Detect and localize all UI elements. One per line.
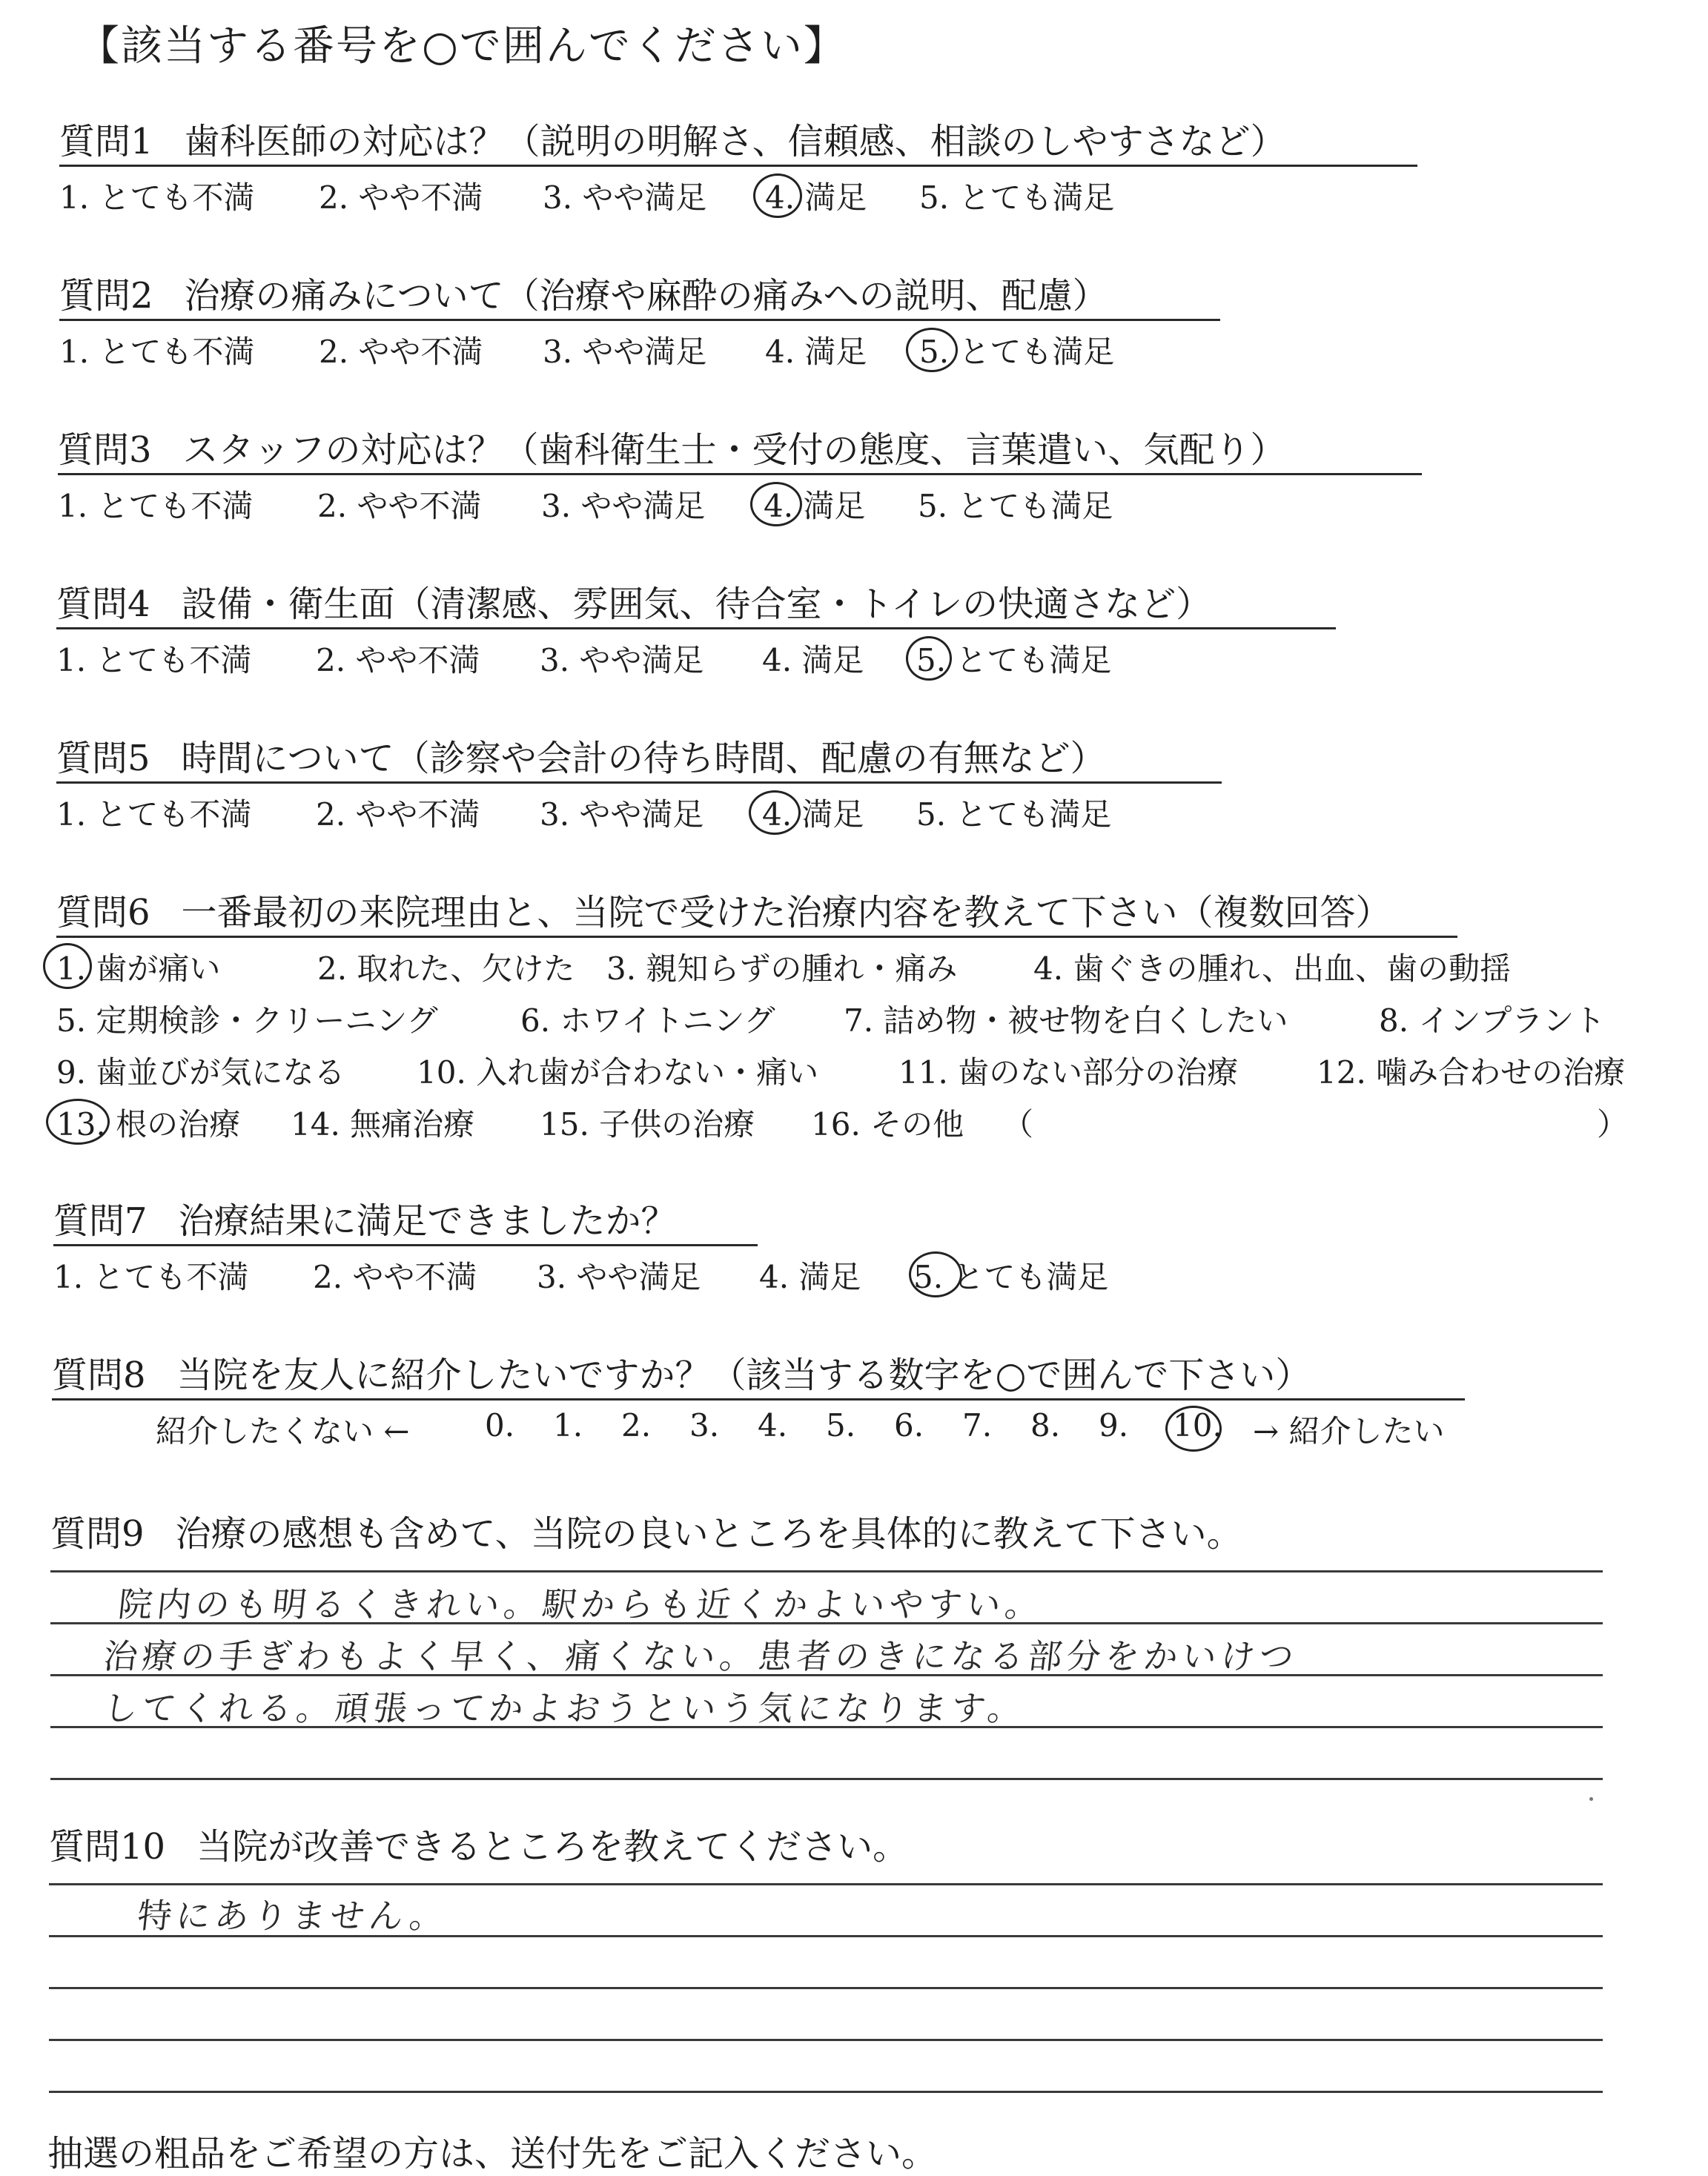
q7-option-5[interactable]: 5. とても満足 <box>913 1259 1109 1295</box>
q4-label: 質問4 <box>56 583 150 625</box>
q6-selection-circle-1 <box>43 943 92 989</box>
q7-option-3[interactable]: 3. やや満足 <box>537 1259 701 1295</box>
q2-selection-circle <box>906 328 958 372</box>
q5-option-5[interactable]: 5. とても満足 <box>916 796 1112 833</box>
q10-line-5 <box>49 2091 1603 2093</box>
q8-right-label: → 紹介したい <box>1253 1413 1445 1449</box>
q8-value-10[interactable]: 10. <box>1173 1407 1222 1443</box>
q4-option-1[interactable]: 1. とても不満 <box>56 642 252 678</box>
q6-option-6[interactable]: 6. ホワイトニング <box>520 1002 775 1039</box>
q6-option-13[interactable]: 13. 根の治療 <box>56 1106 241 1142</box>
q8-underline <box>52 1398 1465 1400</box>
q8-text: 当院を友人に紹介したいですか？（該当する数字を○で囲んで下さい） <box>176 1355 1311 1396</box>
q9-text: 治療の感想も含めて、当院の良いところを具体的に教えて下さい。 <box>175 1513 1242 1555</box>
q2-option-4[interactable]: 4. 満足 <box>765 334 867 370</box>
q3-label: 質問3 <box>58 429 152 471</box>
q9-title <box>50 1505 1242 1556</box>
q10-title <box>49 1818 908 1869</box>
q8-value-0[interactable]: 0. <box>485 1407 515 1443</box>
q6-option-7[interactable]: 7. 詰め物・被せ物を白くしたい <box>844 1002 1288 1039</box>
q6-text: 一番最初の来院理由と、当院で受けた治療内容を教えて下さい（複数回答） <box>181 892 1391 933</box>
q5-text: 時間について（診察や会計の待ち時間、配慮の有無など） <box>181 738 1106 779</box>
q5-selection-circle <box>749 790 801 835</box>
q7-text: 治療結果に満足できましたか？ <box>178 1200 677 1242</box>
q10-line-4 <box>49 2039 1603 2041</box>
q5-option-4[interactable]: 4. 満足 <box>762 796 864 833</box>
q3-option-3[interactable]: 3. やや満足 <box>541 488 706 524</box>
q6-option-1[interactable]: 1. 歯が痛い <box>56 950 221 987</box>
q5-option-2[interactable]: 2. やや不満 <box>316 796 480 833</box>
q8-selection-circle <box>1165 1406 1222 1452</box>
q8-value-4[interactable]: 4. <box>758 1407 788 1443</box>
q10-line-3 <box>49 1987 1603 1989</box>
q8-value-1[interactable]: 1. <box>553 1407 583 1443</box>
q2-text: 治療の痛みについて（治療や麻酔の痛みへの説明、配慮） <box>184 275 1108 317</box>
q3-text: スタッフの対応は？（歯科衛生士・受付の態度、言葉遣い、気配り） <box>182 429 1286 471</box>
q9-line-1 <box>50 1570 1603 1573</box>
q8-left-label: 紹介したくない ← <box>156 1413 410 1449</box>
q6-option-5[interactable]: 5. 定期検診・クリーニング <box>56 1002 438 1039</box>
q6-option-3[interactable]: 3. 親知らずの腫れ・痛み <box>606 950 958 987</box>
q4-option-4[interactable]: 4. 満足 <box>762 642 864 678</box>
q6-title <box>56 884 1391 935</box>
q7-title <box>53 1192 677 1243</box>
q1-option-3[interactable]: 3. やや満足 <box>543 179 707 216</box>
q8-value-2[interactable]: 2. <box>621 1407 652 1443</box>
q6-other-close-paren: ） <box>1597 1106 1629 1142</box>
q6-option-14[interactable]: 14. 無痛治療 <box>291 1106 475 1142</box>
q7-selection-circle <box>909 1251 962 1297</box>
q2-underline <box>59 319 1220 321</box>
q2-option-2[interactable]: 2. やや不満 <box>319 334 483 370</box>
q10-line-1 <box>49 1883 1603 1885</box>
q7-option-4[interactable]: 4. 満足 <box>759 1259 861 1295</box>
q1-option-5[interactable]: 5. とても満足 <box>919 179 1115 216</box>
q2-option-5[interactable]: 5. とても満足 <box>919 334 1115 370</box>
q1-option-4[interactable]: 4. 満足 <box>765 179 867 216</box>
q5-title <box>56 730 1106 781</box>
q7-label: 質問7 <box>53 1200 148 1242</box>
q5-label: 質問5 <box>56 738 150 779</box>
q1-selection-circle <box>753 173 802 218</box>
q7-underline <box>53 1244 758 1246</box>
q4-option-3[interactable]: 3. やや満足 <box>540 642 704 678</box>
q6-option-9[interactable]: 9. 歯並びが気になる <box>56 1054 345 1091</box>
q6-label: 質問6 <box>56 892 150 933</box>
q6-selection-circle-13 <box>46 1099 110 1145</box>
q9-answer-line-3: してくれる。頑張ってかよおうという気になります。 <box>101 1688 1028 1728</box>
q1-title <box>59 113 1286 164</box>
q3-option-1[interactable]: 1. とても不満 <box>58 488 254 524</box>
q2-label: 質問2 <box>59 275 153 317</box>
q1-text: 歯科医師の対応は？（説明の明解さ、信頼感、相談のしやすさなど） <box>184 121 1286 162</box>
q1-underline <box>59 165 1417 167</box>
q9-label: 質問9 <box>50 1513 145 1555</box>
q6-option-4[interactable]: 4. 歯ぐきの腫れ、出血、歯の動揺 <box>1033 950 1511 987</box>
q7-option-2[interactable]: 2. やや不満 <box>313 1259 477 1295</box>
q1-option-1[interactable]: 1. とても不満 <box>59 179 255 216</box>
q10-label: 質問10 <box>49 1826 166 1868</box>
prize-note: 抽選の粗品をご希望の方は、送付先をご記入ください。 <box>47 2133 938 2175</box>
q8-value-7[interactable]: 7. <box>962 1407 993 1443</box>
q2-title <box>59 267 1108 318</box>
q3-selection-circle <box>750 482 802 526</box>
q8-value-3[interactable]: 3. <box>689 1407 720 1443</box>
q4-option-5[interactable]: 5. とても満足 <box>916 642 1112 678</box>
q5-option-3[interactable]: 3. やや満足 <box>540 796 704 833</box>
q2-option-3[interactable]: 3. やや満足 <box>543 334 707 370</box>
q10-answer-line-1: 特にありません。 <box>135 1896 451 1936</box>
q5-option-1[interactable]: 1. とても不満 <box>56 796 252 833</box>
q6-option-11[interactable]: 11. 歯のない部分の治療 <box>898 1054 1239 1091</box>
q8-label: 質問8 <box>52 1355 146 1396</box>
scan-speck <box>1589 1797 1593 1801</box>
instruction-heading: 【該当する番号を○で囲んでください】 <box>78 22 847 70</box>
q6-option-12[interactable]: 12. 噛み合わせの治療 <box>1317 1054 1626 1091</box>
q8-value-9[interactable]: 9. <box>1099 1407 1129 1443</box>
q8-title <box>52 1346 1311 1398</box>
q3-underline <box>58 473 1422 475</box>
q8-value-5[interactable]: 5. <box>826 1407 856 1443</box>
q3-title <box>58 421 1286 472</box>
q6-option-8[interactable]: 8. インプラント <box>1379 1002 1606 1039</box>
q6-option-16[interactable]: 16. その他 <box>811 1106 964 1142</box>
q6-underline <box>56 936 1457 938</box>
q3-option-5[interactable]: 5. とても満足 <box>918 488 1113 524</box>
q6-option-10[interactable]: 10. 入れ歯が合わない・痛い <box>417 1054 819 1091</box>
q4-underline <box>56 627 1336 629</box>
q6-other-open-paren: （ <box>1002 1106 1034 1142</box>
q9-answer-line-1: 院内のも明るくきれい。駅からも近くかよいやすい。 <box>116 1584 1046 1624</box>
q6-option-15[interactable]: 15. 子供の治療 <box>540 1106 755 1142</box>
q4-text: 設備・衛生面（清潔感、雰囲気、待合室・トイレの快適さなど） <box>181 583 1212 625</box>
q6-option-2[interactable]: 2. 取れた、欠けた <box>317 950 575 987</box>
q5-underline <box>56 781 1222 784</box>
q4-selection-circle <box>906 636 952 681</box>
q3-option-2[interactable]: 2. やや不満 <box>317 488 482 524</box>
q8-value-8[interactable]: 8. <box>1030 1407 1061 1443</box>
q7-option-1[interactable]: 1. とても不満 <box>53 1259 249 1295</box>
q9-answer-line-2: 治療の手ぎわもよく早く、痛くない。患者のきになる部分をかいけつ <box>101 1636 1300 1676</box>
q1-label: 質問1 <box>59 121 153 162</box>
q8-value-6[interactable]: 6. <box>894 1407 924 1443</box>
q4-title <box>56 575 1211 626</box>
q4-option-2[interactable]: 2. やや不満 <box>316 642 480 678</box>
q2-option-1[interactable]: 1. とても不満 <box>59 334 255 370</box>
q1-option-2[interactable]: 2. やや不満 <box>319 179 483 216</box>
q3-option-4[interactable]: 4. 満足 <box>764 488 866 524</box>
q10-text: 当院が改善できるところを教えてください。 <box>196 1826 909 1868</box>
q9-line-5 <box>50 1778 1603 1780</box>
